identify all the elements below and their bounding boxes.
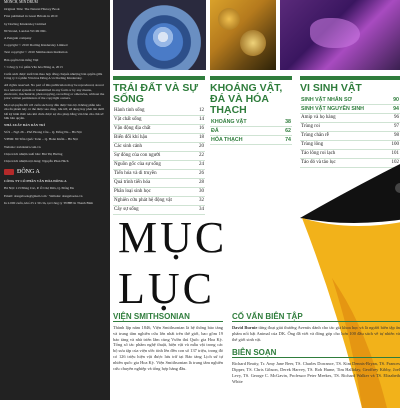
toc-item-page: 34: [199, 207, 204, 212]
toc-item: [113, 134, 205, 143]
toc-item-label: Tảo đỏ và tảo lục: [301, 160, 336, 165]
microbe-blob: [310, 18, 360, 48]
toc-item-label: Trùng chân rễ: [301, 133, 329, 138]
earth-image: [113, 0, 206, 70]
mineral-crystal-1: [218, 8, 240, 30]
toc-item: [300, 141, 400, 150]
toc-item: [210, 136, 292, 145]
page-title: MỤC LỤC: [118, 213, 228, 313]
toc-item: [113, 170, 205, 179]
vn-rights-2: © Công ty Cổ phần Văn hóa Đông A, 2013: [4, 64, 63, 69]
toc-item-label: Nguồn gốc của sự sống: [114, 162, 161, 167]
toc-item-page: 14: [199, 117, 204, 122]
toc-item-label: Sự đóng của con người: [114, 153, 161, 158]
toc-item-label: Các sinh cảnh: [114, 144, 143, 149]
earth-cloud-swirl: [143, 22, 183, 52]
section-title: KHOÁNG VẬT, ĐÁ VÀ HÓA THẠCH: [210, 82, 283, 116]
original-title: Original Title: The Natural History Book: [4, 7, 60, 12]
copyright-2: Text copyright © 2010 Smithsonian Institution: [4, 50, 68, 55]
toc-item-label: ĐÁ: [211, 128, 219, 134]
toc-item-label: HÓA THẠCH: [211, 137, 243, 143]
smithsonian-text: Thành lập năm 1846, Viện Smithsonian là hệ thống bảo tàng và trung tâm nghiên cứu lớn nhất trên thế giới, bao gồm 19 bảo tàng và nhà triển lãm cùng Vườn thú Quốc gia Hoa Kỳ. Tổng số tác phẩm nghệ thuật, hiện vật và mẫu vật trong các bộ sưu tập của viện ước tính lên đến con số 137 triệu, trong đó có 126 triệu hiện vật được lưu trữ tại Bảo tàng Lịch sử tự nhiên quốc gia Hoa Kỳ. Viện Smithsonian là trung tâm nghiên cứu chuyên nghiệp và tổng hợp hàng đầu.: [113, 325, 223, 371]
company-name: CÔNG TY CỔ PHẦN VĂN HÓA ĐÔNG A: [4, 179, 67, 184]
toc-item: [210, 127, 292, 136]
editor-heading: CỐ VẤN BIÊN TẬP: [232, 312, 400, 322]
dong-a-logo: [4, 169, 106, 175]
toc-item-label: Tiến hóa và di truyền: [114, 171, 157, 176]
toc-item-label: Cây sự sống: [114, 207, 139, 212]
company-email: Email: dongabook@gmail.com · Website: dongabooks.vn: [4, 193, 83, 198]
toc-item: [113, 179, 205, 188]
toc-item-label: SINH VẬT NHÂN SƠ: [301, 97, 353, 103]
toc-item-page: 24: [199, 162, 204, 167]
vn-rights-1: Bản quyền bản tiếng Việt: [4, 57, 39, 62]
authors-heading: BIÊN SOẠN: [232, 348, 400, 358]
toc-item-label: Hành tinh sống: [114, 108, 145, 113]
toc-item-page: 96: [394, 115, 399, 120]
toc-item: [210, 118, 292, 127]
responsible-1: Chịu trách nhiệm xuất bản: Bùi Thị Hương: [4, 151, 63, 156]
toc-item-page: 32: [199, 198, 204, 203]
toc-item: [300, 123, 400, 132]
toc-item: [113, 188, 205, 197]
toc-item-page: 97: [394, 124, 399, 129]
toc-item-page: 20: [199, 144, 204, 149]
toc-item-page: 100: [391, 142, 399, 147]
toc-item-page: 12: [199, 108, 204, 113]
toc-item-page: 30: [199, 189, 204, 194]
publisher-line: by Dorling Kindersley Limited: [4, 21, 47, 26]
imprint-column: [0, 0, 110, 400]
microbe-image: [280, 0, 400, 70]
toc-item: [113, 116, 205, 125]
toc-item: [300, 105, 400, 114]
section-title: VI SINH VẬT: [300, 82, 362, 94]
toc-item: [300, 132, 400, 141]
printer-office: VPĐD: 80 Trần Quốc Toản – Q. Hoàn Kiếm – Hà Nội: [4, 137, 78, 142]
mineral-image: [210, 0, 276, 70]
section-microbes: [300, 76, 400, 168]
toc-item-page: 22: [199, 153, 204, 158]
toc-item-label: Phân loại sinh học: [114, 189, 151, 194]
toc-list: [210, 118, 292, 145]
editor-block: [232, 312, 400, 385]
toc-item-page: 38: [285, 119, 291, 125]
toc-item: [300, 114, 400, 123]
toc-item-label: SINH VẬT NGUYÊN SINH: [301, 106, 364, 112]
bird-head-shape: [300, 158, 400, 223]
toc-item: [113, 197, 205, 206]
smithsonian-heading: VIỆN SMITHSONIAN: [113, 312, 223, 322]
toc-item: [113, 161, 205, 170]
toc-item-page: 101: [391, 151, 399, 156]
printer-website: Website: nxbdantri.com.vn: [4, 144, 41, 149]
toc-item-label: Nghiên cứu phát hệ động vật: [114, 198, 172, 203]
toc-item-page: 90: [393, 97, 399, 103]
toc-list: [113, 107, 205, 215]
section-title: TRÁI ĐẤT VÀ SỰ SỐNG: [113, 82, 199, 105]
toc-item-label: Vật chất sống: [114, 117, 142, 122]
smithsonian-block: [113, 312, 223, 371]
toc-item-label: Quá trình tiến hóa: [114, 180, 151, 185]
print-info: In 2.000 cuốn, khổ 25 x 30 cm, tại Công ty TNHH In Thanh Bình: [4, 200, 94, 205]
toc-item-page: 62: [285, 128, 291, 134]
editor-name: David Burnie: [232, 325, 258, 330]
toc-item-page: 74: [285, 137, 291, 143]
section-bar: [210, 76, 292, 80]
toc-item-label: Trùng roi: [301, 124, 320, 129]
toc-item-page: 98: [394, 133, 399, 138]
editor-bio: từng đoạt giải thưởng Aventis dành cho tác giả khoa học và là người biên tập ấn phẩm nổi bật Animal của DK. Ông đã viết và đóng góp cho hơn 100 đầu sách về tự nhiên và thế giới sinh vật.: [232, 325, 400, 342]
section-minerals: [210, 76, 292, 145]
company-address: Hà Nội: 113 Đông Các, P. Ô Chợ Dừa, Q. Đống Đa: [4, 186, 74, 191]
toc-item-page: 102: [391, 160, 399, 165]
published-line: First published in Great Britain in 2010: [4, 14, 58, 19]
printer-address: Số 9 – Ngõ 26 – Phố Hoàng Cầu – Q. Đống Đa – Hà Nội: [4, 130, 82, 135]
responsible-2: Chịu trách nhiệm nội dung: Nguyễn Phan Hách: [4, 159, 69, 164]
editor-text: [232, 325, 400, 342]
authors-text: Richard Beatty, Tr. Amy Jane Beer, TS. Charles Dorrance, TS. Kim Dennis-Bryan, TS. Frances Dipper, TS. Chris Gibson, Derek Harvey, TS. Rob Hume, Tim Halliday, Geoffrey Kibby, Joel Levy, TS. George C. McGavin, Professor Peter Meekes, TS. Richard Walker và TS. Elizabeth White: [232, 361, 400, 384]
vn-para-2: Mọi sự quyền đối với cuốn sách này đều được bảo hộ. Không phần nào của ấn phẩm này có thể được sao chép, lưu trữ, sử dụng hay phát tán dưới bất kỳ hình thức nào khi chưa được sự cho phép bằng văn bản của chủ sở hữu bản quyền.: [4, 103, 105, 120]
section-bar: [113, 76, 205, 80]
toc-item-label: KHOÁNG VẬT: [211, 119, 247, 125]
toc-item-label: Vận động địa chất: [114, 126, 151, 131]
rights-reserved: All rights reserved. No part of this publication may be reproduced, stored in a retrieval system or transmitted in any form or by any means, electronic, mechanical, photocopying, recording or otherwise, without the prior written permission of the copyright owners.: [4, 83, 105, 101]
dong-a-logo-icon: [4, 169, 14, 175]
toc-item: [113, 152, 205, 161]
toc-item-label: Trùng lông: [301, 142, 324, 147]
toc-item: [113, 107, 205, 116]
toc-item-page: 94: [393, 106, 399, 112]
section-bar: [300, 76, 400, 80]
toc-item-page: 26: [199, 171, 204, 176]
penguin-line: A Penguin company: [4, 36, 32, 41]
mineral-crystal-2: [240, 30, 266, 56]
vn-para-1: Cuốn sách được xuất bản theo hợp đồng chuyển nhượng bản quyền giữa Công ty Cổ phần Văn hóa Đông A và Dorling Kindersley.: [4, 72, 103, 81]
toc-item: [113, 143, 205, 152]
printer-heading: NHÀ XUẤT BẢN DÂN TRÍ: [4, 123, 45, 128]
toc-item: [113, 125, 205, 134]
copyright-1: Copyright © 2010 Dorling Kindersley Limited: [4, 43, 68, 48]
toc-item-page: 18: [199, 135, 204, 140]
toc-item-label: Amip và họ hàng: [301, 115, 336, 120]
imprint-heading-cut: MONCH, MIN DRUM: [4, 0, 38, 4]
toc-item-page: 28: [199, 180, 204, 185]
address-line: 80 Strand, London WC2R 0RL: [4, 28, 47, 33]
section-earth-life: [113, 76, 205, 215]
toc-item: [300, 96, 400, 105]
toc-item-page: 16: [199, 126, 204, 131]
brand-name: ĐÔNG A: [17, 169, 40, 176]
toc-item-label: Biến đổi khí hậu: [114, 135, 148, 140]
toc-item-label: Tảo lông roi lạch: [301, 151, 336, 156]
